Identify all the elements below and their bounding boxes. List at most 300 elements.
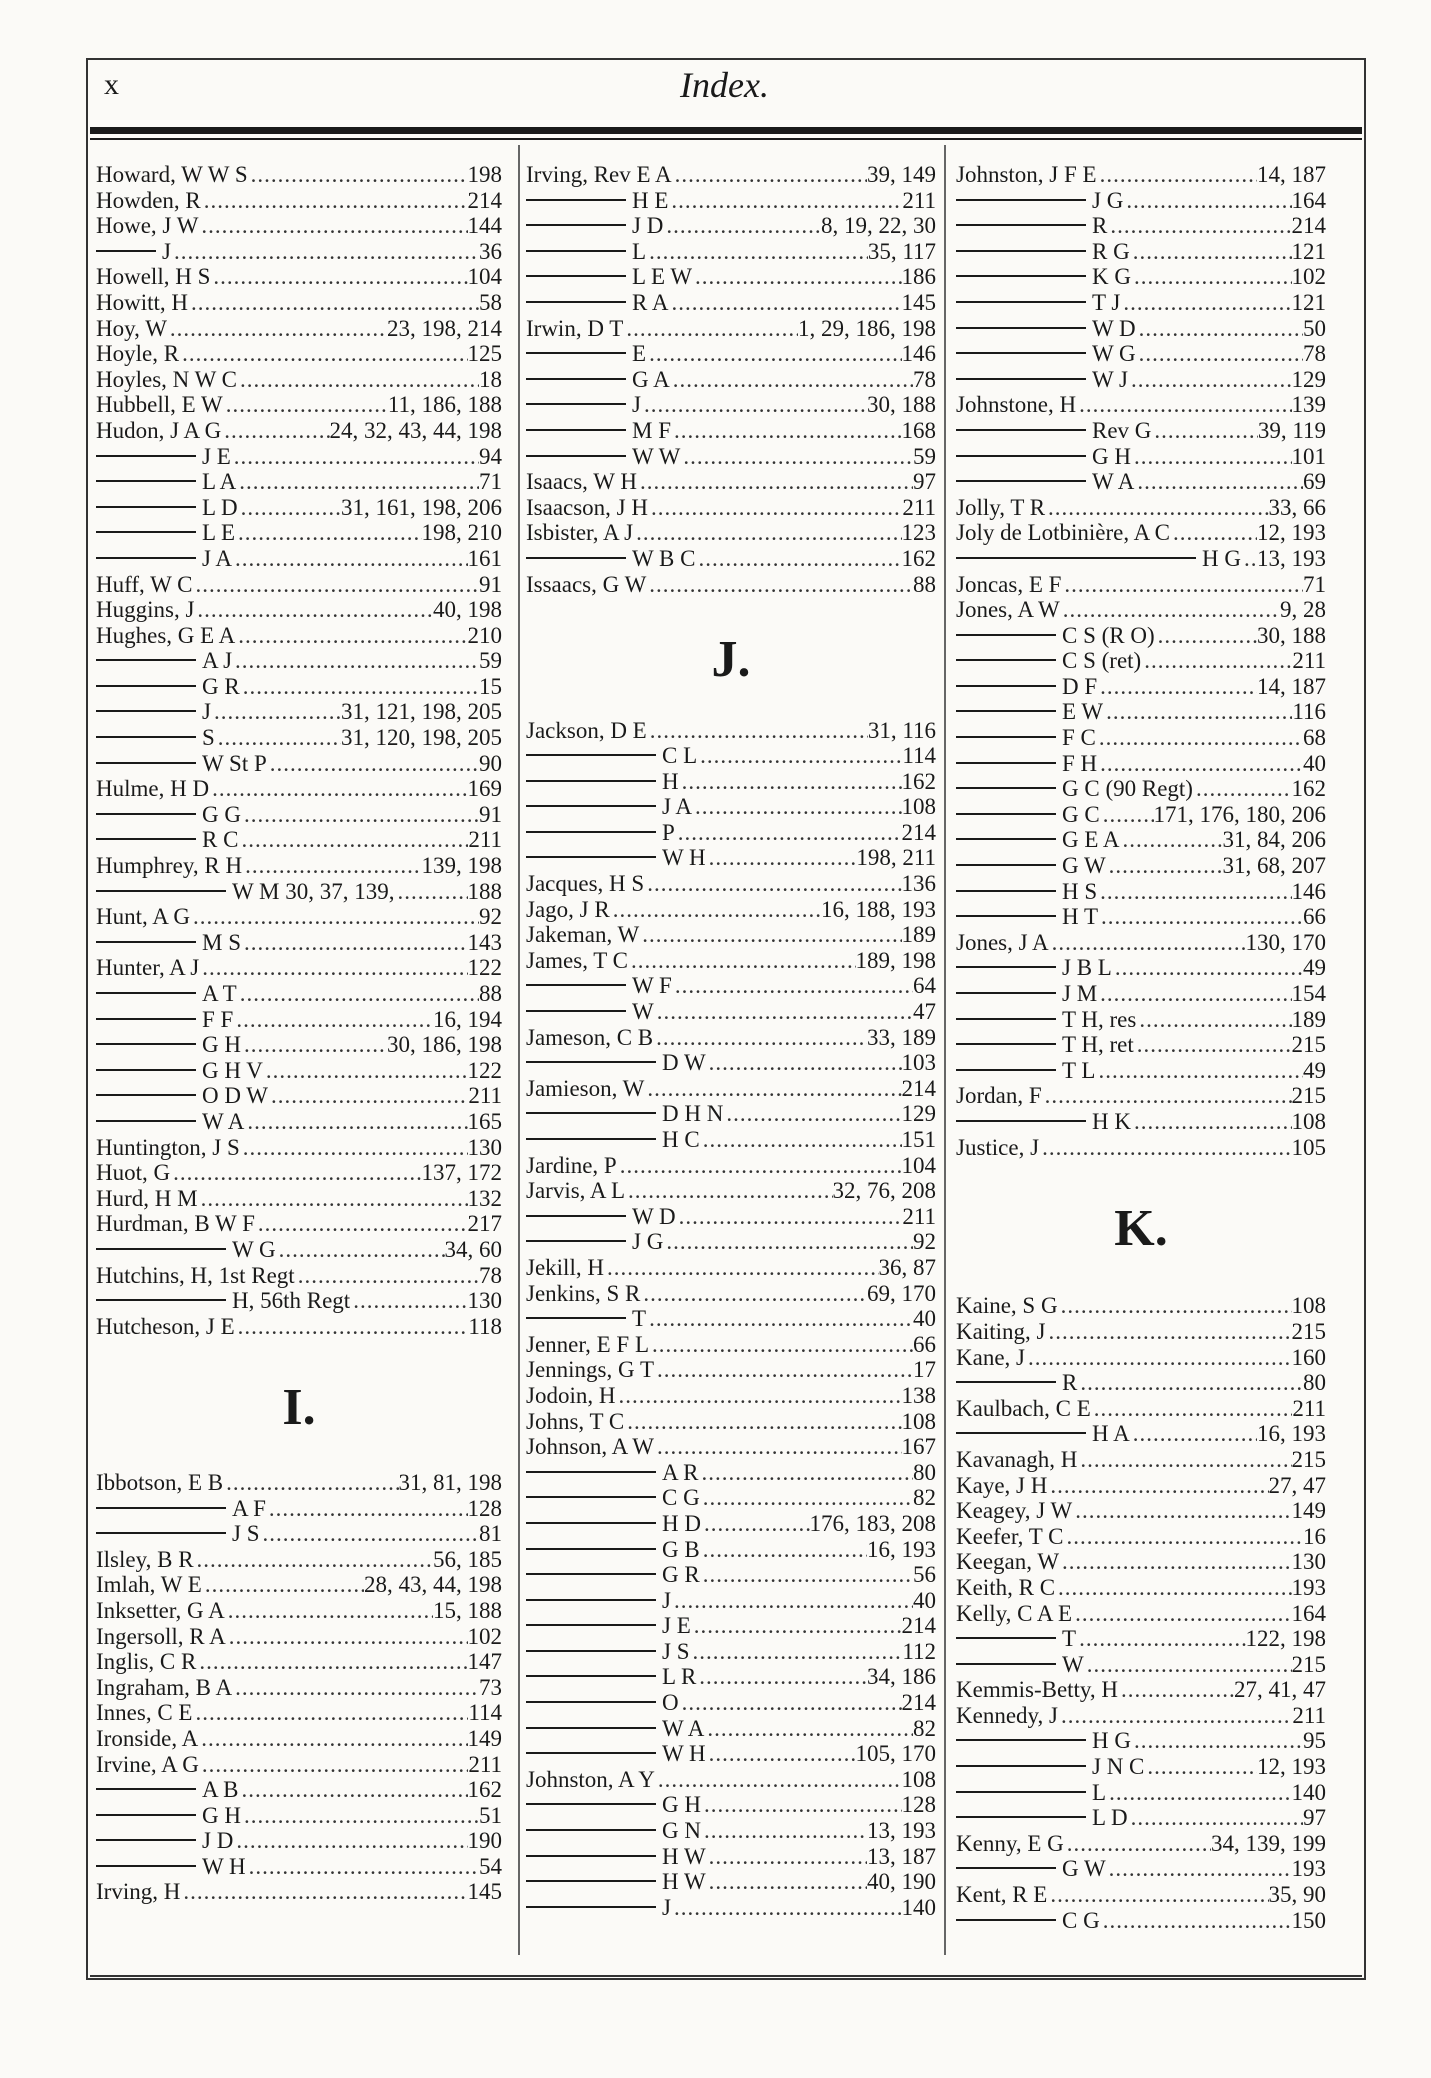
entry-pages: 162: [901, 768, 936, 794]
leader-dots: [668, 290, 901, 316]
entry-name: H T: [1062, 904, 1098, 930]
leader-dots: [199, 955, 467, 981]
ditto-dash: [96, 1788, 196, 1790]
ditto-dash: [526, 1650, 656, 1652]
entry-name: Hutcheson, J E: [96, 1313, 235, 1339]
index-entry: [96, 1237, 502, 1263]
ditto-dash: [956, 915, 1056, 917]
leader-dots: [1064, 1831, 1211, 1857]
leader-dots: [1098, 904, 1303, 930]
entry-pages: 97: [913, 469, 936, 495]
index-entry: [526, 418, 936, 444]
entry-pages: 69, 170: [867, 1280, 936, 1306]
entry-name: Inksetter, G A: [96, 1597, 225, 1623]
entry-pages: 90: [479, 750, 502, 776]
entry-pages: 168: [901, 417, 936, 443]
ditto-dash: [956, 659, 1056, 661]
entry-name: Kelly, C A E: [956, 1600, 1073, 1626]
entry-name: J D: [632, 213, 664, 239]
entry-pages: 102: [1291, 264, 1326, 290]
entry-name: Jenner, E F L: [526, 1331, 649, 1357]
entry-name: Jarvis, A L: [526, 1178, 626, 1204]
leader-dots: [199, 1752, 468, 1778]
entry-name: Howard, W W S: [96, 162, 248, 187]
entry-name: Ilsley, B R: [96, 1546, 194, 1572]
index-entry: [96, 1135, 502, 1161]
entry-name: Kavanagh, H: [956, 1446, 1078, 1472]
index-entry: [526, 1332, 936, 1358]
entry-pages: 121: [1291, 289, 1326, 315]
entry-name: H A: [1092, 1421, 1130, 1447]
leader-dots: [211, 699, 341, 725]
index-entry: [96, 1803, 502, 1829]
leader-dots: [240, 674, 479, 700]
index-entry: [526, 1792, 936, 1818]
index-entry: [526, 469, 936, 495]
entry-pages: 31, 120, 198, 205: [341, 725, 502, 751]
leader-dots: [706, 1869, 867, 1895]
index-entry: [956, 520, 1326, 546]
entry-name: T H, ret: [1062, 1032, 1134, 1058]
entry-name: Isaacson, J H: [526, 494, 648, 520]
index-entry: [96, 239, 502, 265]
entry-pages: 193: [1291, 1574, 1326, 1600]
index-entry: [96, 1624, 502, 1650]
index-entry: [526, 1869, 936, 1895]
entry-pages: 51: [479, 1802, 502, 1828]
index-entry: [96, 1032, 502, 1058]
index-entry: [96, 674, 502, 700]
leader-dots: [1120, 827, 1223, 853]
entry-pages: 215: [1291, 1651, 1326, 1677]
leader-dots: [649, 1332, 913, 1358]
index-entry: [526, 973, 936, 999]
entry-name: W G: [1092, 341, 1136, 367]
ditto-dash: [956, 1381, 1056, 1383]
leader-dots: [1042, 1083, 1292, 1109]
ditto-dash: [96, 1299, 226, 1301]
entry-name: G R: [662, 1562, 700, 1588]
leader-dots: [1136, 316, 1303, 342]
index-entry: [526, 794, 936, 820]
entry-name: Jordan, F: [956, 1083, 1042, 1109]
ditto-dash: [956, 455, 1086, 457]
leader-dots: [1107, 213, 1291, 239]
entry-name: Huntington, J S: [96, 1134, 240, 1160]
index-entry: [956, 802, 1326, 828]
leader-dots: [255, 1211, 468, 1237]
index-entry: [526, 1767, 936, 1793]
leader-dots: [238, 827, 468, 853]
leader-dots: [670, 367, 913, 393]
entry-pages: 80: [913, 1459, 936, 1485]
leader-dots: [654, 1434, 901, 1460]
entry-pages: 130: [467, 1288, 502, 1314]
entry-pages: 211: [902, 187, 936, 213]
index-entry: [956, 188, 1326, 214]
ditto-dash: [96, 1120, 196, 1122]
leader-dots: [1077, 1447, 1291, 1473]
entry-pages: 78: [1303, 341, 1326, 367]
index-entry: [526, 743, 936, 769]
leader-dots: [241, 1803, 479, 1829]
entry-pages: 68: [1303, 725, 1326, 751]
entry-name: Jackson, D E: [526, 717, 647, 743]
entry-pages: 66: [913, 1331, 936, 1357]
leader-dots: [180, 1879, 467, 1905]
leader-dots: [701, 1792, 902, 1818]
leader-dots: [646, 239, 868, 265]
entry-name: Johnstone, H: [956, 392, 1077, 418]
entry-pages: 214: [901, 1613, 936, 1639]
entry-pages: 123: [901, 520, 936, 546]
leader-dots: [654, 1357, 913, 1383]
entry-name: Jardine, P: [526, 1152, 617, 1178]
entry-pages: 140: [1291, 1779, 1326, 1805]
entry-name: H, 56th Regt: [232, 1288, 351, 1314]
entry-name: Issaacs, G W: [526, 571, 647, 597]
leader-dots: [1049, 930, 1246, 956]
entry-name: Kaulbach, C E: [956, 1395, 1091, 1421]
ditto-dash: [956, 1765, 1086, 1767]
leader-dots: [223, 1470, 398, 1496]
index-entry: [526, 1229, 936, 1255]
entry-pages: 108: [901, 1408, 936, 1434]
leader-dots: [1097, 981, 1291, 1007]
index-entry: [956, 1109, 1326, 1135]
leader-dots: [1131, 1728, 1303, 1754]
index-entry: [96, 1263, 502, 1289]
entry-pages: 59: [479, 648, 502, 674]
index-entry: [96, 1700, 502, 1726]
entry-pages: 108: [901, 794, 936, 820]
leader-dots: [1144, 1754, 1257, 1780]
entry-pages: 50: [1303, 315, 1326, 341]
index-entry: [96, 597, 502, 623]
ditto-dash: [956, 250, 1086, 252]
ditto-dash: [526, 455, 626, 457]
entry-pages: 149: [467, 1725, 502, 1751]
ditto-dash: [526, 1727, 656, 1729]
entry-name: R G: [1092, 238, 1130, 264]
leader-dots: [1097, 751, 1303, 777]
entry-pages: 189: [901, 922, 936, 948]
entry-pages: 210: [467, 622, 502, 648]
leader-dots: [617, 1153, 902, 1179]
entry-name: R C: [202, 827, 239, 853]
index-entry: [956, 1754, 1326, 1780]
index-entry: [526, 1460, 936, 1486]
index-entry: [526, 367, 936, 393]
index-entry: [956, 1728, 1326, 1754]
leader-dots: [238, 1777, 467, 1803]
entry-name: H W: [662, 1843, 706, 1869]
entry-pages: 16, 194: [433, 1006, 502, 1032]
ditto-dash: [96, 1532, 226, 1534]
index-entry: [526, 1357, 936, 1383]
entry-pages: 147: [467, 1649, 502, 1675]
entry-pages: 146: [1291, 878, 1326, 904]
leader-dots: [696, 1664, 867, 1690]
page-title: Index.: [680, 65, 769, 105]
index-entry: [956, 1473, 1326, 1499]
leader-dots: [1097, 674, 1257, 700]
entry-pages: 130: [467, 1134, 502, 1160]
index-entry: [956, 1856, 1326, 1882]
leader-dots: [233, 1828, 467, 1854]
index-entry: [526, 1178, 936, 1204]
entry-name: T: [1062, 1626, 1077, 1652]
leader-dots: [1128, 1805, 1303, 1831]
index-entry: [956, 418, 1326, 444]
section-letter: I.: [282, 1378, 316, 1436]
leader-dots: [226, 1624, 468, 1650]
entry-pages: 189, 198: [855, 947, 936, 973]
entry-pages: 16, 193: [1257, 1421, 1326, 1447]
ditto-dash: [526, 352, 626, 354]
leader-dots: [192, 572, 479, 598]
index-entry: [956, 1601, 1326, 1627]
entry-name: Howden, R: [96, 187, 201, 213]
index-entry: [956, 1703, 1326, 1729]
index-entry: [526, 897, 936, 923]
entry-pages: 149: [1291, 1498, 1326, 1524]
entry-name: Joly de Lotbinière, A C: [956, 520, 1171, 546]
index-entry: [96, 955, 502, 981]
entry-name: G G: [202, 801, 241, 827]
entry-name: M F: [632, 417, 671, 443]
index-entry: [526, 871, 936, 897]
index-entry: [96, 1058, 502, 1084]
entry-name: Jones, J A: [956, 929, 1049, 955]
index-entry: [526, 1741, 936, 1767]
entry-name: J D: [202, 1828, 234, 1854]
ditto-dash: [956, 1867, 1056, 1869]
entry-name: D W: [662, 1050, 706, 1076]
ditto-dash: [526, 754, 656, 756]
entry-name: C L: [662, 743, 698, 769]
entry-name: Huff, W C: [96, 571, 193, 597]
entry-pages: 114: [468, 1700, 502, 1726]
ditto-dash: [96, 736, 196, 738]
leader-dots: [697, 743, 902, 769]
leader-dots: [215, 725, 341, 751]
entry-pages: 27, 47: [1268, 1472, 1326, 1498]
entry-pages: 215: [1291, 1032, 1326, 1058]
entry-name: E W: [1062, 699, 1104, 725]
ditto-dash: [96, 1814, 196, 1816]
index-entry: [96, 290, 502, 316]
entry-pages: 34, 139, 199: [1211, 1830, 1326, 1856]
index-entry: [956, 239, 1326, 265]
entry-pages: 217: [467, 1211, 502, 1237]
ditto-dash: [956, 301, 1086, 303]
entry-pages: 189: [1291, 1006, 1326, 1032]
leader-dots: [1077, 1370, 1303, 1396]
ditto-dash: [956, 1018, 1056, 1020]
index-entry: [956, 1058, 1326, 1084]
index-entry: [956, 955, 1326, 981]
leader-dots: [644, 871, 901, 897]
leader-dots: [267, 751, 479, 777]
entry-name: Kennedy, J: [956, 1702, 1058, 1728]
column-divider: [944, 145, 946, 1955]
entry-pages: 136: [901, 871, 936, 897]
index-entry: [96, 1083, 502, 1109]
index-entry: [96, 572, 502, 598]
entry-pages: 143: [467, 929, 502, 955]
entry-name: G H: [1092, 443, 1131, 469]
leader-dots: [1106, 1780, 1291, 1806]
entry-name: Jolly, T R: [956, 494, 1046, 520]
ditto-dash: [526, 1752, 656, 1754]
ditto-dash: [96, 685, 196, 687]
section-letter: J.: [711, 631, 751, 689]
leader-dots: [237, 367, 479, 393]
leader-dots: [640, 1281, 867, 1307]
ditto-dash: [96, 1865, 196, 1867]
entry-pages: 15, 188: [433, 1597, 502, 1623]
ditto-dash: [526, 1701, 656, 1703]
entry-name: J B L: [1062, 955, 1112, 981]
entry-pages: 14, 187: [1257, 673, 1326, 699]
leader-dots: [266, 1496, 468, 1522]
entry-name: F H: [1062, 750, 1098, 776]
index-entry: [526, 188, 936, 214]
index-entry: [956, 162, 1326, 188]
entry-pages: 12, 193: [1257, 1754, 1326, 1780]
ditto-dash: [526, 1496, 656, 1498]
entry-pages: 214: [467, 187, 502, 213]
leader-dots: [1096, 725, 1303, 751]
entry-pages: 198, 210: [421, 520, 502, 546]
leader-dots: [625, 1178, 832, 1204]
ditto-dash: [526, 1522, 656, 1524]
leader-dots: [1045, 495, 1268, 521]
leader-dots: [225, 1598, 433, 1624]
entry-name: Jones, A W: [956, 597, 1060, 623]
entry-name: Kaiting, J: [956, 1318, 1046, 1344]
entry-pages: 59: [913, 443, 936, 469]
entry-name: Huot, G: [96, 1160, 171, 1186]
leader-dots: [1095, 1058, 1303, 1084]
entry-pages: 167: [901, 1434, 936, 1460]
leader-dots: [1136, 341, 1303, 367]
entry-name: A F: [232, 1495, 266, 1521]
entry-name: Hoy, W: [96, 315, 167, 341]
index-entry: [956, 1549, 1326, 1575]
entry-pages: 171, 176, 180, 206: [1153, 801, 1326, 827]
ditto-dash: [526, 856, 656, 858]
index-entry: [526, 999, 936, 1025]
entry-name: J A: [202, 545, 233, 571]
ditto-dash: [526, 780, 656, 782]
entry-name: Howe, J W: [96, 213, 199, 239]
column-spacer: [526, 597, 936, 630]
entry-name: W F: [632, 973, 672, 999]
entry-pages: 211: [1292, 648, 1326, 674]
ditto-dash: [526, 831, 656, 833]
entry-name: G C: [1062, 801, 1100, 827]
index-entry: [96, 1007, 502, 1033]
ditto-dash: [956, 224, 1086, 226]
entry-pages: 102: [467, 1623, 502, 1649]
entry-pages: 112: [902, 1638, 936, 1664]
ditto-dash: [526, 250, 626, 252]
ditto-dash: [526, 275, 626, 277]
entry-pages: 118: [468, 1313, 502, 1339]
index-entry: [526, 1613, 936, 1639]
entry-name: G H: [662, 1792, 701, 1818]
entry-pages: 105: [1291, 1134, 1326, 1160]
entry-pages: 47: [913, 999, 936, 1025]
entry-name: J G: [1092, 187, 1124, 213]
entry-pages: 8, 19, 22, 30: [821, 213, 936, 239]
index-entry: [526, 1153, 936, 1179]
ditto-dash: [526, 378, 626, 380]
ditto-dash: [96, 1839, 196, 1841]
leader-dots: [198, 1726, 467, 1752]
leader-dots: [1106, 853, 1223, 879]
leader-dots: [242, 853, 421, 879]
index-entry: [526, 392, 936, 418]
leader-dots: [1128, 367, 1292, 393]
leader-dots: [1100, 1908, 1292, 1934]
entry-name: J: [162, 238, 171, 264]
leader-dots: [1141, 648, 1292, 674]
leader-dots: [1131, 1109, 1292, 1135]
column-spacer: [956, 1160, 1326, 1198]
leader-dots: [706, 1844, 867, 1870]
entry-pages: 214: [901, 1075, 936, 1101]
index-entry: [526, 1716, 936, 1742]
entry-pages: 128: [901, 1792, 936, 1818]
entry-name: Hulme, H D: [96, 776, 210, 802]
ditto-dash: [96, 762, 196, 764]
leader-dots: [646, 1306, 913, 1332]
leader-dots: [1076, 392, 1291, 418]
index-entry: [526, 718, 936, 744]
entry-pages: 176, 183, 208: [809, 1510, 936, 1536]
ditto-dash: [526, 1803, 656, 1805]
entry-name: G N: [662, 1818, 701, 1844]
entry-pages: 139, 198: [421, 853, 502, 879]
ditto-dash: [956, 685, 1056, 687]
leader-dots: [639, 922, 901, 948]
entry-pages: 16, 188, 193: [821, 896, 936, 922]
index-entry: [956, 827, 1326, 853]
ditto-dash: [96, 941, 196, 943]
leader-dots: [1072, 1601, 1291, 1627]
index-entry: [526, 922, 936, 948]
entry-name: Kenny, E G: [956, 1830, 1064, 1856]
leader-dots: [676, 1204, 903, 1230]
entry-name: L R: [662, 1664, 697, 1690]
entry-pages: 130, 170: [1245, 929, 1326, 955]
leader-dots: [695, 546, 901, 572]
index-entry: [526, 341, 936, 367]
entry-pages: 211: [902, 494, 936, 520]
entry-name: T J: [1092, 289, 1121, 315]
entry-pages: 14, 187: [1257, 162, 1326, 187]
leader-dots: [1120, 290, 1291, 316]
index-entry: [956, 1831, 1326, 1857]
entry-name: James, T C: [526, 947, 629, 973]
leader-dots: [1134, 469, 1303, 495]
entry-name: J N C: [1092, 1754, 1145, 1780]
leader-dots: [663, 213, 821, 239]
entry-name: M S: [202, 929, 241, 955]
